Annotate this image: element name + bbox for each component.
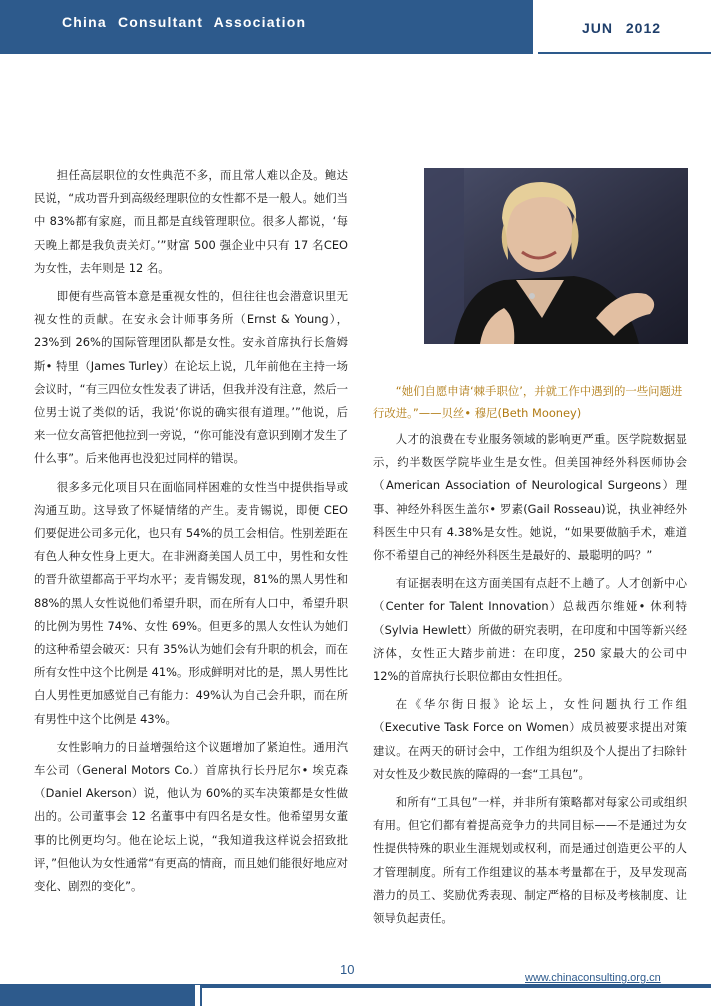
paragraph: 人才的浪费在专业服务领域的影响更严重。医学院数据显示，约半数医学院毕业生是女性。但美国神经外科医师协会（American Association of Neurological Surgeons）理事、神经外科医生盖尔• 罗素(Gail Rosseau)说，执业神经外科医生中只有 4.38%是女性。她说，“如果要做脑手术，难道你不希望自己的神经外科医生是最好的、最聪明的吗？” [373,432,687,563]
footer-bar [0,985,195,1006]
paragraph: 女性影响力的日益增强给这个议题增加了紧迫性。通用汽车公司（General Motors Co.）首席执行长丹尼尔• 埃克森（Daniel Akerson）说，他认为 60%的买车决策都是女性做出的。公司董事会 12 名董事中有四名是女性。他希望男女董事的比例更均匀。他在论坛上说，“我知道我这样说会招致批评，”但他认为女性通常“有更高的情商，而且她们能很好地应对变化、剧烈的变化”。 [34,739,348,894]
right-column [373,428,687,935]
issue-date: JUN 2012 [582,20,662,36]
portrait-illustration [424,168,688,344]
paragraph: 有证据表明在这方面美国有点赶不上趟了。人才创新中心（Center for Talent Innovation）总裁西尔维娅• 休利特（Sylvia Hewlett）所做的研究表明，在印度和中国等新兴经济体，女性正大踏步前进：在印度，250 家最大的公司中 12%的首席执行长职位都由女性担任。 [373,576,687,684]
website-link[interactable]: www.chinaconsulting.org.cn [525,972,661,984]
page-number: 10 [340,962,355,977]
beth-mooney-photo [424,168,688,344]
paragraph: 担任高层职位的女性典范不多，而且常人难以企及。鲍达民说，“成功晋升到高级经理职位的女性都不是一般人。她们当中 83%都有家庭，而且都是直线管理职位。很多人都说，‘每天晚上都是我负责关灯。’”财富 500 强企业中只有 17 名CEO为女性，去年则是 12 名。 [34,168,348,275]
paragraph: 即便有些高管本意是重视女性的，但往往也会潜意识里无视女性的贡献。在安永会计师事务所（Ernst & Young），23%到 26%的国际管理团队都是女性。安永首席执行长詹姆斯• 特里（James Turley）在论坛上说，几年前他在主持一场会议时，“有三四位女性发表了讲话，但我并没有注意，然后一位男士说了类似的话，我说‘你说的确实很有道理。’”他说，后来一位女高管把他拉到一旁说，“你可能没有意识到刚才发生了什么事”。后来他再也没犯过同样的错误。 [34,289,348,466]
paragraph: 很多多元化项目只在面临同样困难的女性当中提供指导或沟通互助。这导致了怀疑情绪的产生。麦肯锡说，即便 CEO 们要促进公司多元化，也只有 54%的员工会相信。性别差距在有色人种女性身上更大。在非洲裔美国人员工中，男性和女性的晋升欲望都高于平均水平；麦肯锡发现，81%的黑人男性和 88%的黑人女性说他们希望升职，而在所有人口中，希望升职的比例为男性 74%、女性 69%。但更多的黑人女性认为她们的这种希望会破灭：只有 35%认为她们会有升职的机会，而在所有女性中这个比例是 41%。形成鲜明对比的是，黑人男性比白人男性更加感觉自己有能力：49%认为自己会升职，而在所有男性中这个比例是 43%。 [34,479,348,726]
header-divider [538,52,711,54]
publication-title: China Consultant Association [62,14,307,30]
paragraph: 在《华尔街日报》论坛上，女性问题执行工作组（Executive Task Force on Women）成员被要求提出对策建议。在两天的研讨会中，工作组为组织及个人提出了扫除针对女性及少数民族的障碍的一套“工具包”。 [373,697,687,781]
footer-panel [200,985,711,1006]
photo-caption: “她们自愿申请‘棘手职位’，并就工作中遇到的一些问题进行改进。”——贝丝• 穆尼(Beth Mooney) [373,384,683,420]
left-column [34,164,348,903]
paragraph: 和所有“工具包”一样，并非所有策略都对每家公司或组织有用。但它们都有着提高竞争力的共同目标——不是通过为女性提供特殊的职业生涯规划或权利，而是通过创造更公平的人才管理制度。所有工作组建议的基本考量都在于，及早发现高潜力的员工、奖励优秀表现、制定严格的目标及考核制度、让领导负起责任。 [373,795,687,926]
